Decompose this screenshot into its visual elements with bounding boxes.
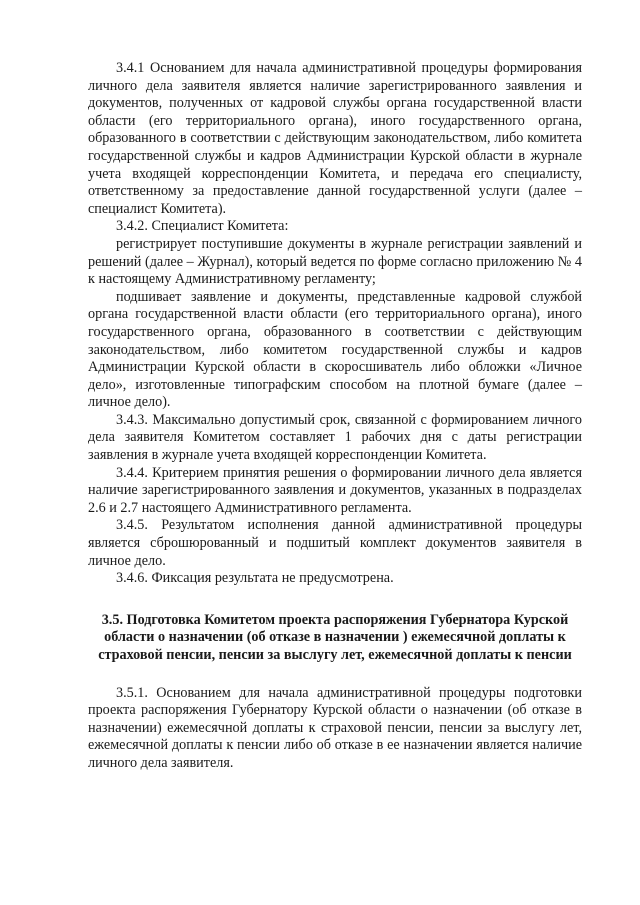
paragraph-3-4-4: 3.4.4. Критерием принятия решения о формировании личного дела является наличие зарегистрированного заявления и документов, указанных в подразделах 2.6 и 2.7 настоящего Административного регламента. — [88, 464, 582, 516]
paragraph-3-5-1: 3.5.1. Основанием для начала административной процедуры подготовки проекта распоряжения Губернатору Курской области о назначении (об отказе в назначении) ежемесячной доплаты к страховой пенсии, пенсии за выслугу лет, ежемесячной доплаты к пенсии либо об отказе в ее назначении является наличие личного дела заявителя. — [88, 684, 582, 771]
paragraph-register: регистрирует поступившие документы в журнале регистрации заявлений и решений (далее – Журнал), который ведется по форме согласно приложению № 4 к настоящему Административному регламенту; — [88, 235, 582, 288]
section-heading-3-5: 3.5. Подготовка Комитетом проекта распоряжения Губернатора Курской области о назначении (об отказе в назначении ) ежемесячной доплаты к страховой пенсии, пенсии за выслугу лет, ежемесячной доплаты к пенсии — [98, 611, 572, 663]
paragraph-3-4-6: 3.4.6. Фиксация результата не предусмотрена. — [116, 570, 394, 587]
paragraph-3-4-2: 3.4.2. Специалист Комитета: — [116, 218, 289, 235]
paragraph-3-4-1: 3.4.1 Основанием для начала административной процедуры формирования личного дела заявителя является наличие зарегистрированного заявления и документов, полученных от кадровой службы органа государственной власти области (его территориального органа), иного государственного органа, образованного в соответствии с действующим законодательством, либо комитета государственной службы и кадров Администрации Курской области в журнале учета входящей корреспонденции Комитета, и передача его специалисту, ответственному за предоставление данной государственной услуги (далее – специалист Комитета). — [88, 60, 582, 217]
paragraph-3-4-3: 3.4.3. Максимально допустимый срок, связанной с формированием личного дела заявителя Комитетом составляет 1 рабочих дня с даты регистрации заявления в журнале учета входящей корреспонденции Комитета. — [88, 411, 582, 464]
paragraph-3-4-5: 3.4.5. Результатом исполнения данной административной процедуры является сброшюрованный и подшитый комплект документов заявителя в личное дело. — [88, 517, 582, 569]
paragraph-file: подшивает заявление и документы, представленные кадровой службой органа государственной власти области (его территориального органа), иного государственного органа, образованного в соответствии с действующим законодательством, либо комитетом государственной службы и кадров Администрации Курской области в скоросшиватель либо обложки «Личное дело», изготовленные типографским способом на плотной бумаге (далее – личное дело). — [88, 288, 582, 411]
